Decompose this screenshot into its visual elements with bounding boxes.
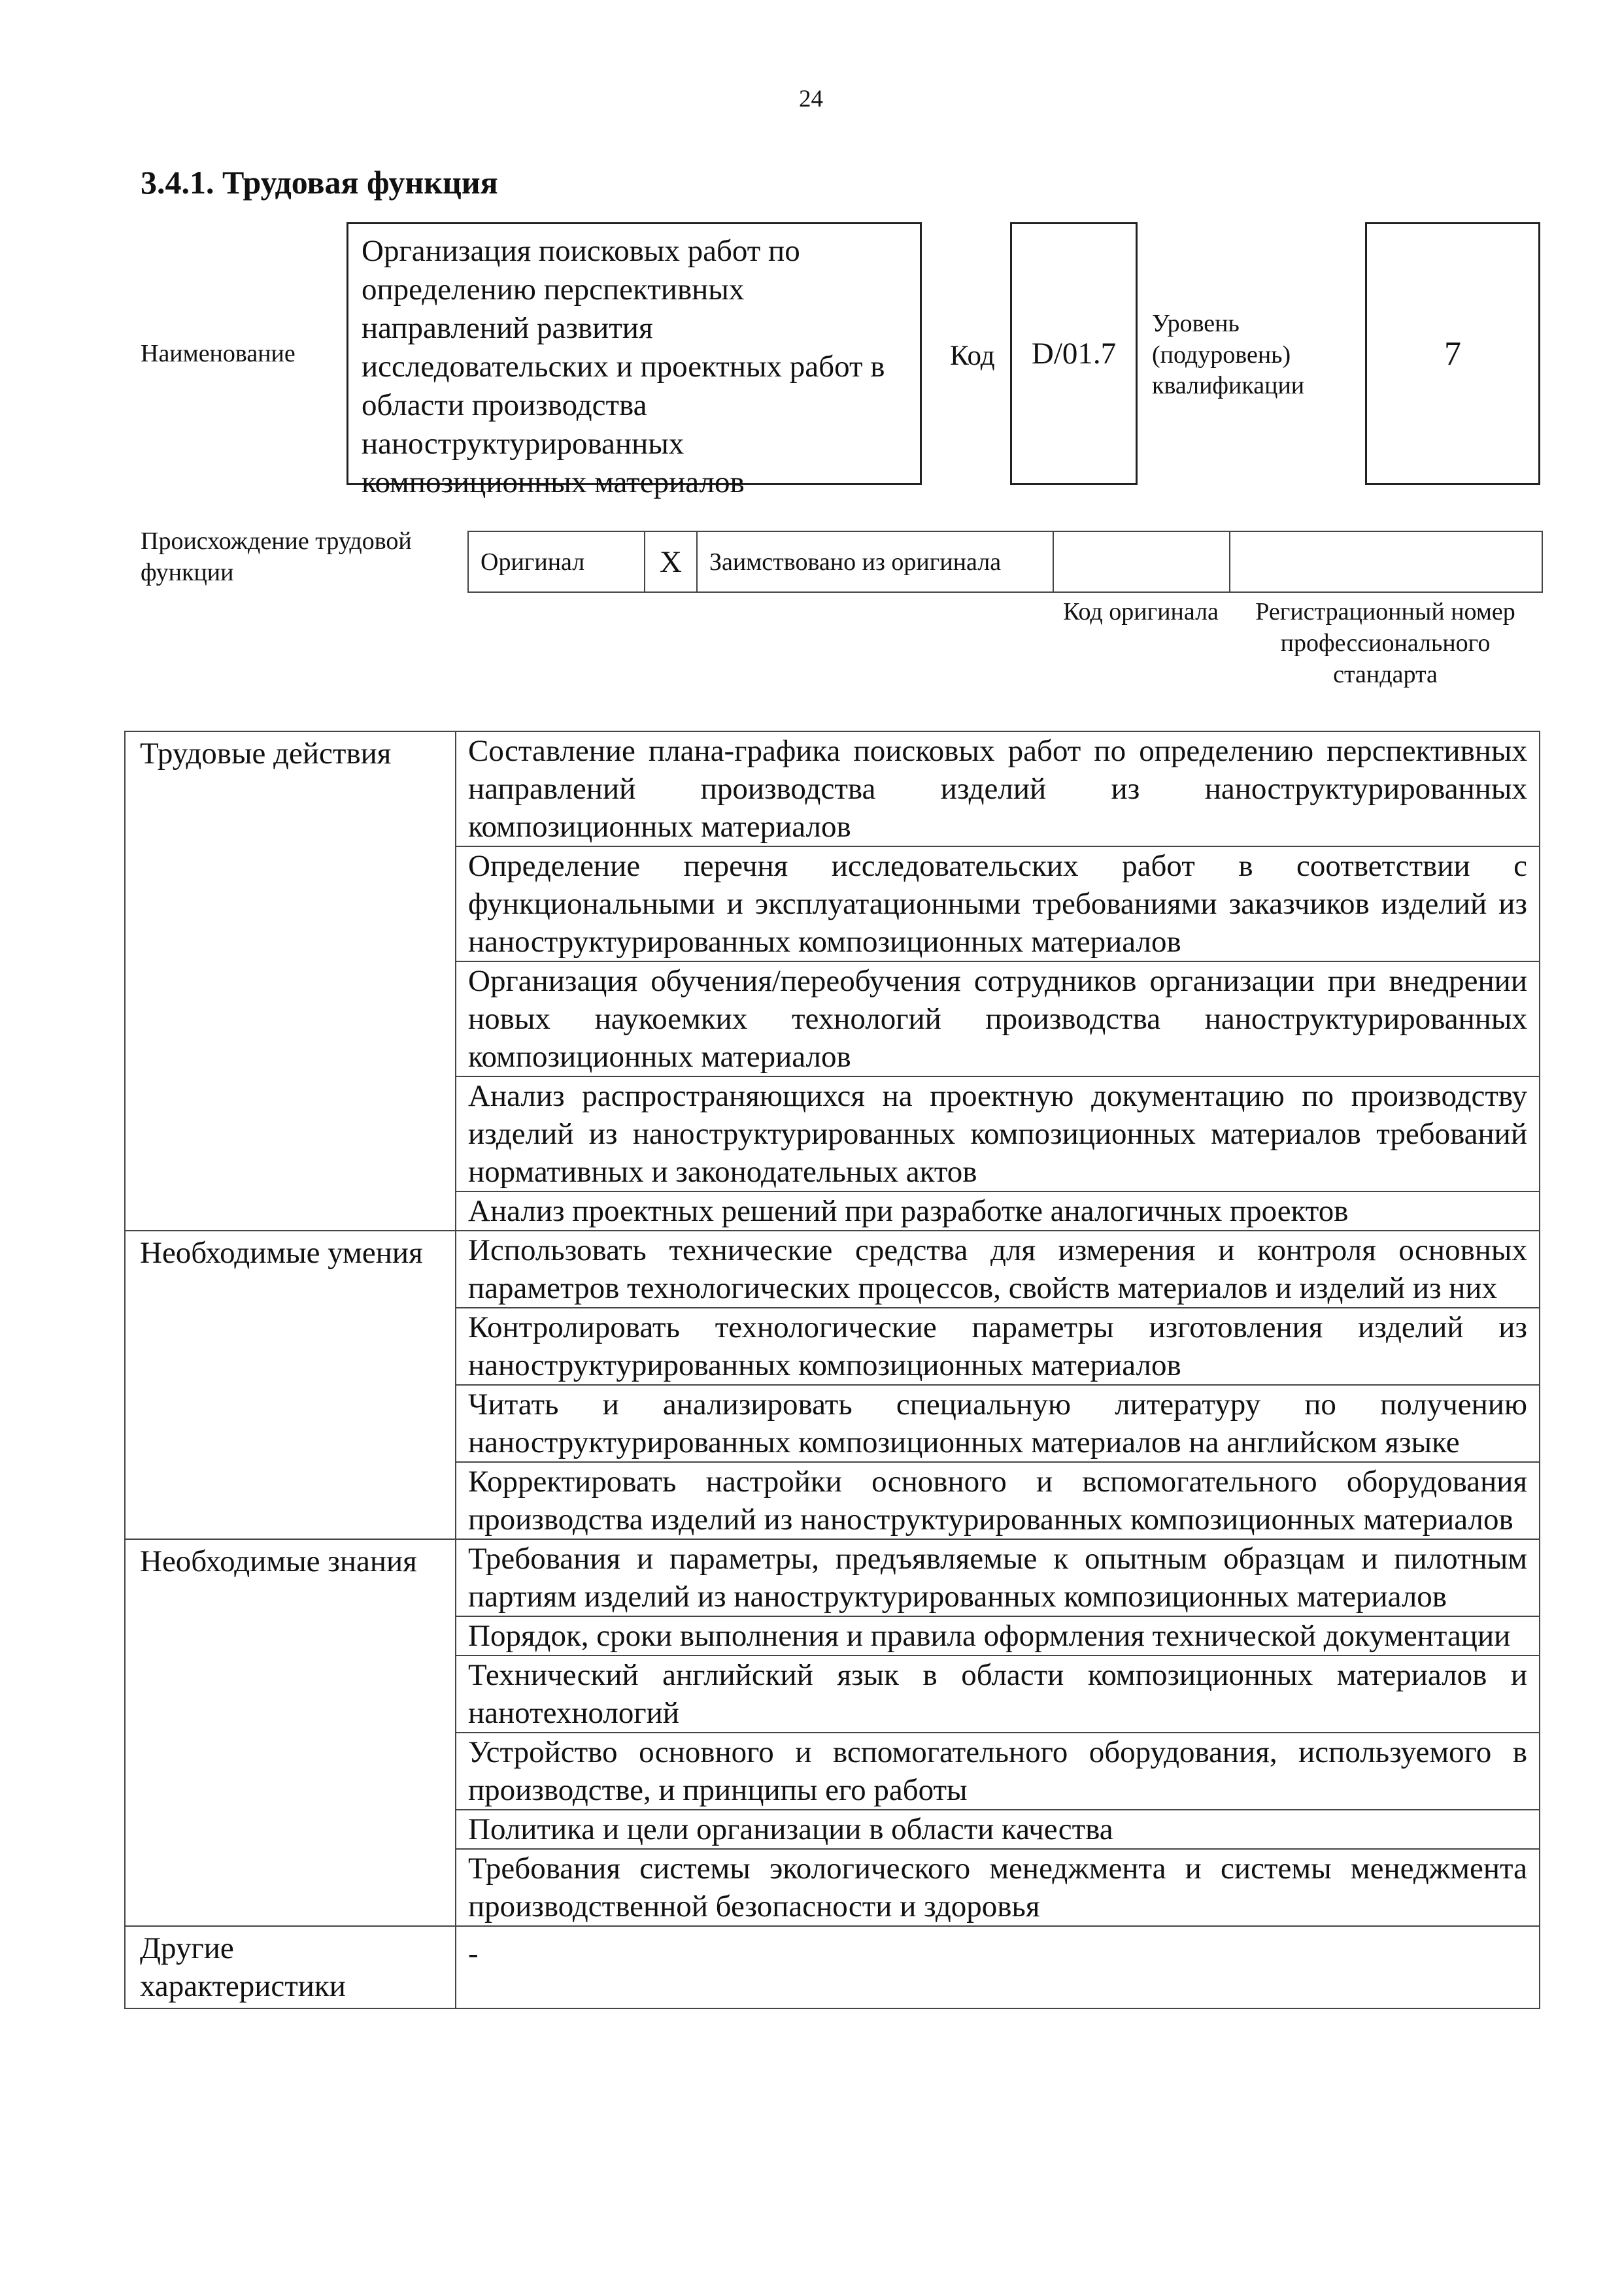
section-label: Необходимые знания [125,1539,456,1926]
code-box [1010,222,1138,485]
section-label: Другие характеристики [125,1926,456,2008]
page-number: 24 [799,86,823,112]
name-value: Организация поисковых работ по определению перспективных направлений развития исследовательских и проектных работ в области производства наноструктурированных композиционных материалов [362,234,885,499]
table-cell: Определение перечня исследовательских работ в соответствии с функциональными и эксплуатационными требованиями заказчиков изделий из наноструктурированных композиционных материалов [456,846,1540,961]
origin-label: Происхождение трудовой функции [141,527,412,586]
name-label: Наименование [141,340,296,367]
table-cell: Читать и анализировать специальную литературу по получению наноструктурированных композиционных материалов на английском языке [456,1385,1540,1462]
name-box [346,222,922,499]
table-cell: Анализ распространяющихся на проектную документацию по производству изделий из наноструктурированных композиционных материалов требований нормативных и законодательных актов [456,1076,1540,1191]
table-cell: Политика и цели организации в области качества [456,1810,1540,1849]
borrowed-label: Заимствовано из оригинала [697,531,1053,592]
original-code-cell [1053,531,1230,592]
reg-number-cell [1230,531,1542,592]
original-label: Оригинал [468,531,645,592]
function-table [124,731,1540,2009]
origin-table [467,531,1543,593]
section-label: Трудовые действия [125,731,456,1231]
table-cell: Технический английский язык в области композиционных материалов и нанотехнологий [456,1655,1540,1733]
table-cell: Устройство основного и вспомогательного оборудования, используемого в производстве, и принципы его работы [456,1733,1540,1810]
table-cell: - [456,1926,1540,2008]
original-mark: X [645,531,697,592]
table-cell: Корректировать настройки основного и вспомогательного оборудования производства изделий из наноструктурированных композиционных материалов [456,1462,1540,1539]
table-cell: Организация обучения/переобучения сотрудников организации при внедрении новых наукоемких технологий производства наноструктурированных композиционных материалов [456,961,1540,1076]
table-row [125,1539,1540,1616]
code-caption: Код оригинала [1063,598,1219,625]
table-row [125,731,1540,846]
section-title: 3.4.1. Трудовая функция [141,164,498,201]
table-cell: Использовать технические средства для измерения и контроля основных параметров технологических процессов, свойств материалов и изделий из них [456,1231,1540,1308]
table-cell: Контролировать технологические параметры изготовления изделий из наноструктурированных композиционных материалов [456,1308,1540,1385]
table-cell: Требования системы экологического менеджмента и системы менеджмента производственной безопасности и здоровья [456,1849,1540,1926]
table-row [125,1926,1540,2008]
level-box [1365,222,1540,485]
table-cell: Порядок, сроки выполнения и правила оформления технической документации [456,1616,1540,1655]
table-cell: Требования и параметры, предъявляемые к опытным образцам и пилотным партиям изделий из наноструктурированных композиционных материалов [456,1539,1540,1616]
reg-caption: Регистрационный номер профессионального стандарта [1255,598,1515,688]
code-value: D/01.7 [1031,337,1117,371]
level-label: Уровень (подуровень) квалификации [1152,310,1305,399]
code-label: Код [950,341,995,371]
level-value: 7 [1444,335,1461,373]
table-cell: Составление плана-графика поисковых работ по определению перспективных направлений производства изделий из наноструктурированных композиционных материалов [456,731,1540,846]
table-cell: Анализ проектных решений при разработке аналогичных проектов [456,1191,1540,1231]
section-label: Необходимые умения [125,1231,456,1539]
table-row [125,1231,1540,1308]
